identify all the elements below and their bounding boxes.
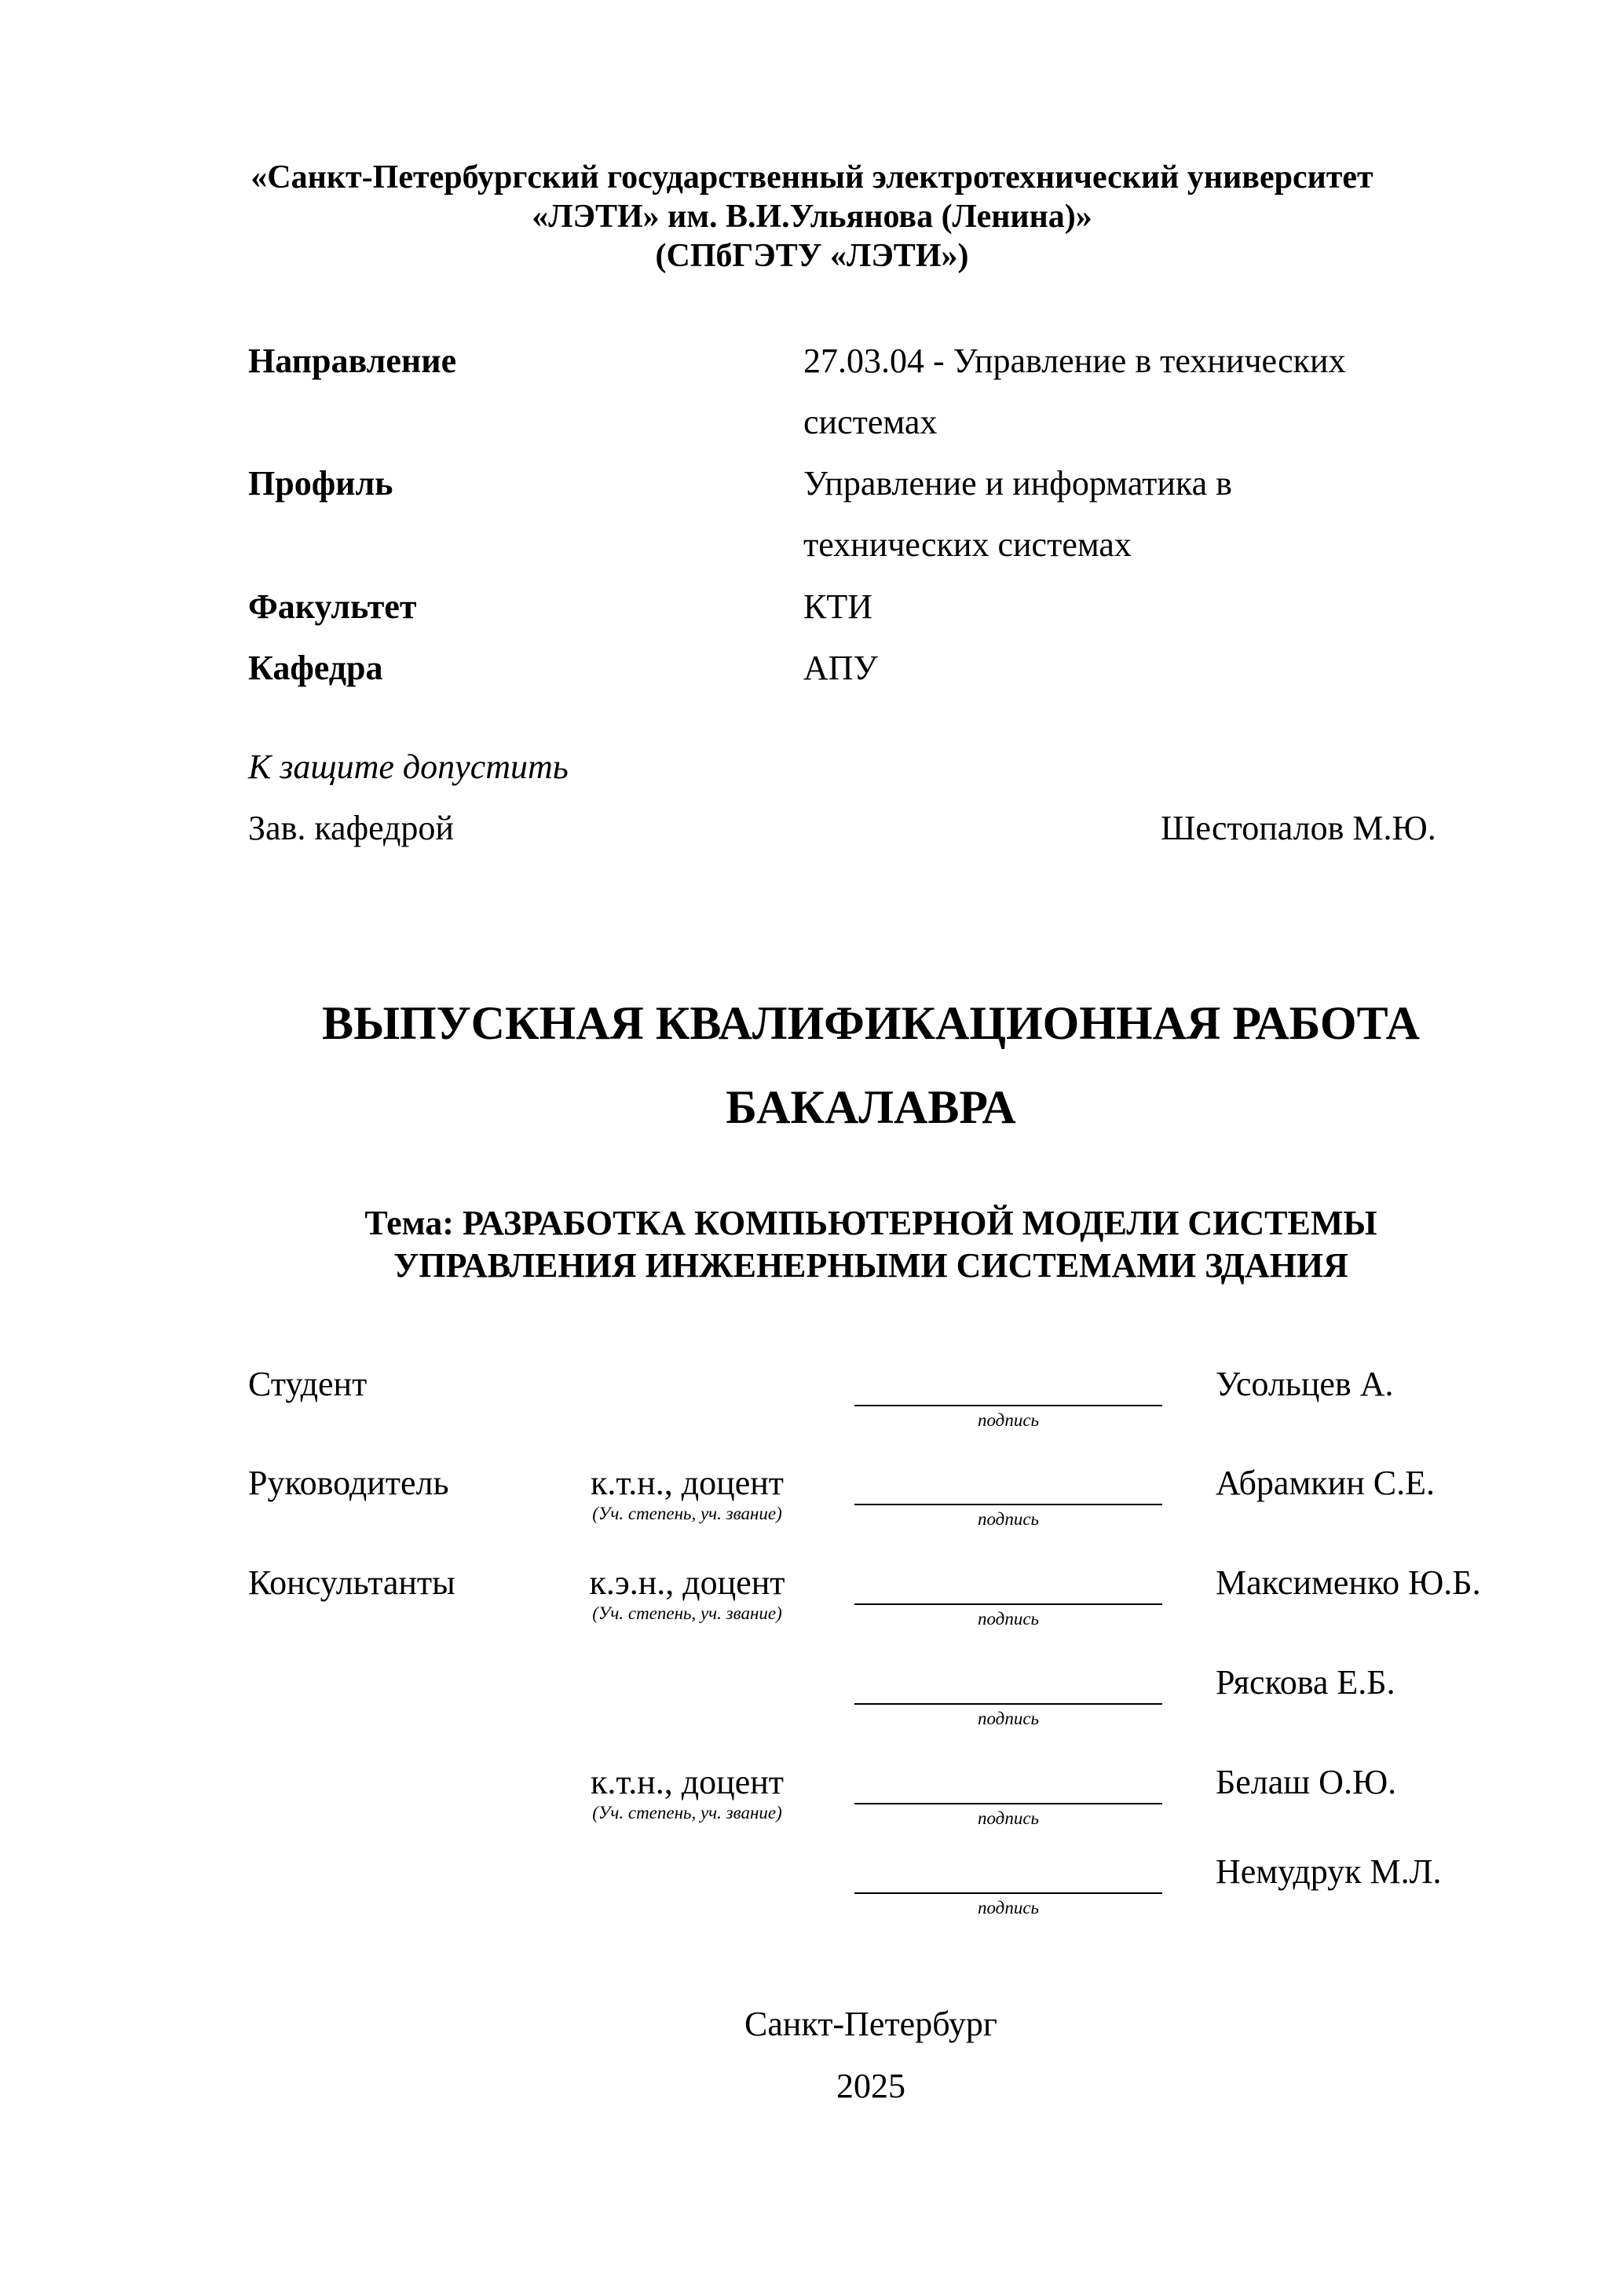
city: Санкт-Петербург	[744, 2005, 997, 2043]
student-role: Студент	[248, 1365, 368, 1403]
university-name-line-2: «ЛЭТИ» им. В.И.Ульянова (Ленина)»	[532, 199, 1092, 235]
consultant-name: Максименко Ю.Б.	[1216, 1563, 1481, 1602]
supervisor-degree: к.т.н., доцент	[590, 1464, 785, 1502]
faculty-value: КТИ	[803, 587, 872, 626]
head-of-department-name: Шестопалов М.Ю.	[1161, 809, 1436, 847]
profile-label: Профиль	[248, 464, 393, 503]
university-name-line-1: «Санкт-Петербургский государственный электротехнический университет	[251, 159, 1373, 196]
supervisor-role: Руководитель	[248, 1464, 449, 1502]
direction-label: Направление	[248, 342, 457, 380]
consultant-degree: к.э.н., доцент	[589, 1563, 785, 1602]
signature-caption: подпись	[977, 1609, 1039, 1629]
signature-caption: подпись	[977, 1509, 1039, 1529]
department-value: АПУ	[803, 649, 878, 687]
consultant-name: Белаш О.Ю.	[1216, 1763, 1397, 1801]
degree-caption: (Уч. степень, уч. звание)	[592, 1504, 782, 1523]
admit-to-defense: К защите допустить	[248, 748, 569, 786]
consultants-role: Консультанты	[248, 1563, 455, 1602]
signature-line	[854, 1803, 1162, 1804]
degree-caption: (Уч. степень, уч. звание)	[592, 1803, 782, 1823]
profile-value-line-1: Управление и информатика в	[803, 464, 1232, 503]
faculty-label: Факультет	[248, 587, 417, 626]
direction-value-line-2: системах	[803, 403, 938, 441]
signature-caption: подпись	[977, 1898, 1039, 1918]
consultant-name: Ряскова Е.Б.	[1216, 1663, 1395, 1702]
signature-caption: подпись	[977, 1709, 1039, 1728]
work-title-line-1: ВЫПУСКНАЯ КВАЛИФИКАЦИОННАЯ РАБОТА	[322, 997, 1420, 1049]
signature-line	[854, 1703, 1162, 1705]
signature-line	[854, 1892, 1162, 1894]
degree-caption: (Уч. степень, уч. звание)	[592, 1603, 782, 1623]
profile-value-line-2: технических системах	[803, 525, 1132, 564]
signature-caption: подпись	[977, 1410, 1039, 1430]
topic-line-2: УПРАВЛЕНИЯ ИНЖЕНЕРНЫМИ СИСТЕМАМИ ЗДАНИЯ	[393, 1246, 1348, 1285]
supervisor-name: Абрамкин С.Е.	[1216, 1464, 1435, 1502]
topic-line-1: Тема: РАЗРАБОТКА КОМПЬЮТЕРНОЙ МОДЕЛИ СИСТЕМЫ	[364, 1204, 1377, 1242]
signature-caption: подпись	[977, 1808, 1039, 1828]
department-label: Кафедра	[248, 649, 383, 687]
work-title-line-2: БАКАЛАВРА	[726, 1081, 1016, 1133]
direction-value-line-1: 27.03.04 - Управление в технических	[803, 342, 1346, 380]
signature-line	[854, 1405, 1162, 1406]
consultant-degree: к.т.н., доцент	[590, 1763, 785, 1801]
head-of-department-label: Зав. кафедрой	[248, 809, 454, 847]
signature-line	[854, 1603, 1162, 1605]
year: 2025	[836, 2067, 905, 2105]
university-abbreviation: (СПбГЭТУ «ЛЭТИ»)	[655, 238, 969, 274]
student-name: Усольцев А.	[1216, 1365, 1394, 1403]
signature-line	[854, 1504, 1162, 1505]
consultant-name: Немудрук М.Л.	[1216, 1852, 1442, 1891]
